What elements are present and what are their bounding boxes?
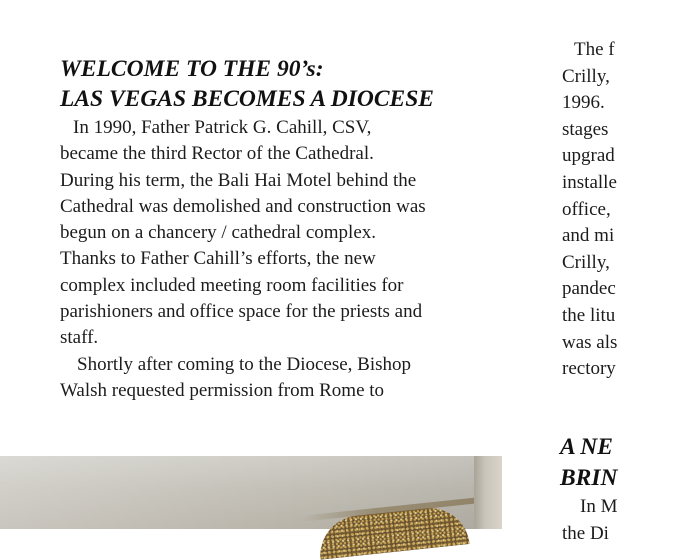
paragraph-1 [60, 115, 540, 352]
text-line: begun on a chancery / cathedral complex. [60, 222, 376, 244]
right-text-line: rectory [562, 358, 616, 380]
right-text-line: was als [562, 331, 618, 353]
text-line: complex included meeting room facilities for [60, 274, 404, 296]
text-line: became the third Rector of the Cathedral. [60, 143, 374, 165]
text-line: parishioners and office space for the priests and [60, 301, 423, 323]
right-text-line: In M [580, 496, 618, 517]
text-line: Cathedral was demolished and construction was [60, 195, 426, 217]
left-column [60, 54, 540, 404]
section-heading-line-1: WELCOME TO THE 90’s: [60, 56, 324, 82]
photo-pillar [474, 456, 502, 529]
right-heading-line-1: A NE [560, 434, 613, 460]
right-text-line: office, [562, 198, 611, 220]
section-heading [60, 54, 540, 114]
text-line: In 1990, Father Patrick G. Cahill, CSV, [73, 117, 372, 138]
text-line: Shortly after coming to the Diocese, Bishop [77, 353, 412, 375]
text-line: Walsh requested permission from Rome to [60, 379, 385, 401]
right-text-line: installe [562, 171, 617, 193]
right-text-line: and mi [562, 225, 615, 247]
right-text-line: upgrad [562, 145, 615, 167]
right-column [562, 37, 682, 383]
right-text-line: Crilly, [562, 251, 610, 273]
cathedral-photo [0, 456, 502, 529]
text-line: staff. [60, 327, 99, 349]
right-text-line: 1996. [562, 92, 605, 114]
right-text-line: the Di [562, 522, 609, 544]
right-tail-text [562, 494, 682, 547]
right-text-line: Crilly, [562, 65, 610, 87]
right-section-heading [560, 432, 680, 494]
right-text-line: The f [574, 39, 615, 60]
section-heading-line-2: LAS VEGAS BECOMES A DIOCESE [60, 86, 434, 112]
right-text-line: stages [562, 118, 609, 140]
text-line: Thanks to Father Cahill’s efforts, the new [60, 248, 376, 270]
right-text-line: pandec [562, 278, 616, 300]
right-text-line: the litu [562, 304, 616, 326]
right-heading-line-2: BRIN [560, 465, 618, 491]
paragraph-2 [60, 352, 540, 405]
text-line: During his term, the Bali Hai Motel behind the [60, 169, 417, 191]
